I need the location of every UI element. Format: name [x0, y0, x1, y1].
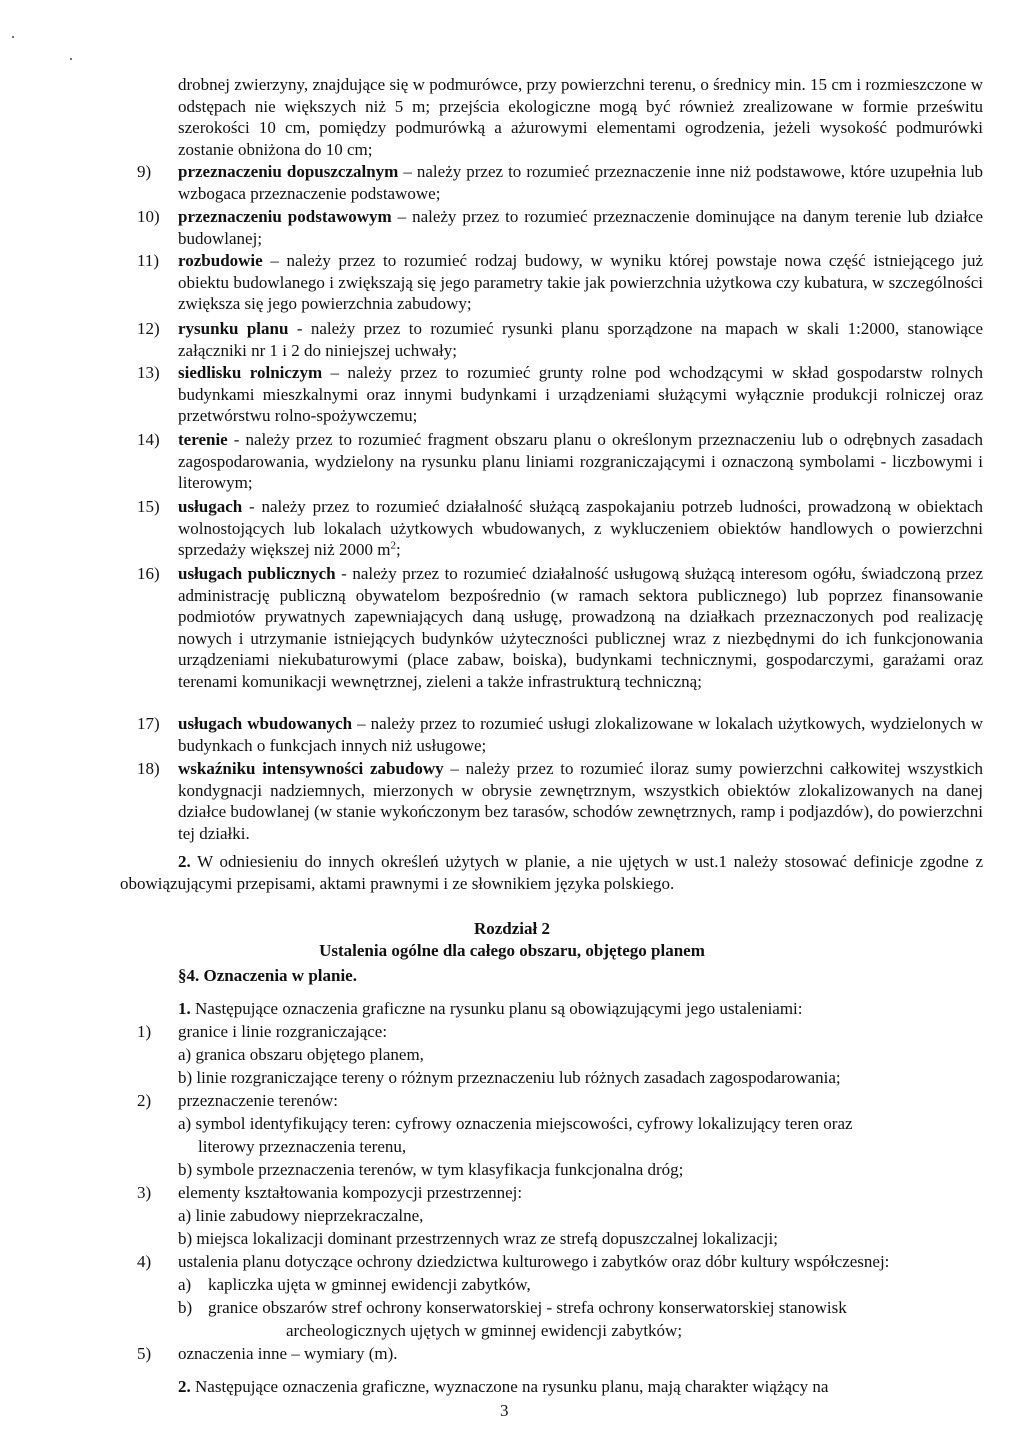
list-subitem: b) miejsca lokalizacji dominant przestrzennych wraz ze strefą dopuszczalnej lokalizacji;: [178, 1229, 778, 1248]
item-number: 14): [137, 430, 160, 449]
list-number: 2): [137, 1091, 152, 1110]
paragraph-number: 1.: [178, 999, 191, 1018]
list-subitem-continuation: literowy przeznaczenia terenu,: [198, 1137, 407, 1156]
section-heading: §4. Oznaczenia w planie.: [178, 966, 357, 985]
item-number: 18): [137, 759, 160, 778]
list-subitem: a) linie zabudowy nieprzekraczalne,: [178, 1206, 424, 1225]
item-number: 17): [137, 714, 160, 733]
intro-paragraph: drobnej zwierzyny, znajdujące się w podmurówce, przy powierzchni terenu, o średnicy min. 15 cm i rozmieszczone w odstępach nie większych niż 5 m; przejścia ekologiczne mogą być również zrealizowane w formie prześwitu szerokości 10 cm, pomiędzy podmurówką a ażurowymi elementami ogrodzenia, jeżeli wysokość podmurówki zostanie obniżona do 10 cm;: [178, 75, 983, 159]
list-item: przeznaczenie terenów:: [178, 1091, 338, 1110]
list-subitem: b) symbole przeznaczenia terenów, w tym klasyfikacja funkcjonalna dróg;: [178, 1160, 684, 1179]
list-number: 1): [137, 1022, 152, 1041]
list-subitem-letter: b): [178, 1298, 193, 1317]
scan-speck: [12, 36, 14, 38]
page-number: 3: [500, 1401, 509, 1420]
item-number: 12): [137, 319, 160, 338]
list-item: ustalenia planu dotyczące ochrony dziedzictwa kulturowego i zabytków oraz dóbr kultury współczesnej:: [178, 1252, 890, 1271]
item-number: 16): [137, 564, 160, 583]
definition-text: - należy przez to rozumieć fragment obszaru planu o określonym przeznaczeniu lub o odrębnych zasadach zagospodarowania, wydzielony na rysunku planu liniami rozgraniczającymi i oznaczoną symbolami - liczbowymi i literowym;: [178, 430, 983, 492]
section-paragraph-1: [178, 998, 803, 1020]
definition-text: - należy przez to rozumieć rysunki planu sporządzone na mapach w skali 1:2000, stanowiące załączniki nr 1 i 2 do niniejszej uchwały;: [178, 319, 983, 360]
item-number: 11): [137, 251, 160, 270]
term: usługach wbudowanych: [178, 714, 353, 733]
list-subitem-letter: a): [178, 1275, 192, 1294]
item-number: 10): [137, 207, 160, 226]
term: terenie: [178, 430, 228, 449]
list-item: granice i linie rozgraniczające:: [178, 1022, 388, 1041]
term: przeznaczeniu podstawowym: [178, 207, 392, 226]
term: rysunku planu: [178, 319, 289, 338]
definition-text: – należy przez to rozumieć przeznaczenie dominujące na danym terenie lub działce budowlanej;: [178, 207, 983, 248]
list-number: 3): [137, 1183, 152, 1202]
superscript: 2: [390, 539, 396, 552]
list-subitem: granice obszarów stref ochrony konserwatorskiej - strefa ochrony konserwatorskiej stanowisk: [208, 1298, 847, 1317]
definition-text: – należy przez to rozumieć przeznaczenie inne niż podstawowe, które uzupełnia lub wzbogaca przeznaczenie podstawowe;: [178, 162, 983, 203]
list-item: oznaczenia inne – wymiary (m).: [178, 1344, 398, 1363]
definition-text: – należy przez to rozumieć grunty rolne pod wchodzącymi w skład gospodarstw rolnych budynkami mieszkalnymi oraz innymi budynkami i urządzeniami służącymi wyłącznie produkcji rolniczej oraz przetwórstwu rolno-spożywczemu;: [178, 363, 983, 425]
paragraph-2: [120, 851, 983, 894]
list-item: elementy kształtowania kompozycji przestrzennej:: [178, 1183, 523, 1202]
scan-speck: [70, 58, 72, 60]
term: usługach publicznych: [178, 564, 336, 583]
term: siedlisku rolniczym: [178, 363, 323, 382]
list-number: 4): [137, 1252, 152, 1271]
term: wskaźniku intensywności zabudowy: [178, 759, 444, 778]
definition-text: – należy przez to rozumieć rodzaj budowy, w wyniku której powstaje nowa część istniejącego już obiektu budowlanego i zwiększają się jego parametry takie jak powierzchnia użytkowa czy kubatura, w szczególności zwiększa się jego powierzchnia zabudowy;: [178, 251, 983, 313]
item-number: 9): [137, 162, 152, 181]
definition-tail: ;: [395, 540, 401, 559]
list-subitem: a) symbol identyfikujący teren: cyfrowy oznaczenia miejscowości, cyfrowy lokalizujący teren oraz: [178, 1114, 853, 1133]
definition-text: – należy przez to rozumieć iloraz sumy powierzchni całkowitej wszystkich kondygnacji nadziemnych, mierzonych w obrysie zewnętrznym, wszystkich obiektów zlokalizowanych na danej działce budowlanej (w stanie wykończonym bez tarasów, schodów zewnętrznych, ramp i podjazdów), do powierzchni tej działki.: [178, 759, 983, 843]
term: rozbudowie: [178, 251, 263, 270]
list-subitem: b) linie rozgraniczające tereny o różnym przeznaczeniu lub różnych zasadach zagospodarowania;: [178, 1068, 841, 1087]
paragraph-number: 2.: [178, 1377, 191, 1396]
definition-text: – należy przez to rozumieć usługi zlokalizowane w lokalach użytkowych, wydzielonych w budynkach o funkcjach innych niż usługowe;: [178, 714, 983, 755]
paragraph-text: W odniesieniu do innych określeń użytych w planie, a nie ujętych w ust.1 należy stosować definicje zgodne z obowiązującymi przepisami, aktami prawnymi i ze słownikiem języka polskiego.: [120, 852, 983, 893]
definition-text: - należy przez to rozumieć działalność usługową służącą interesom ogółu, świadczoną przez administrację publiczną obywatelom bezpośrednio (w ramach sektora publicznego) lub poprzez finansowanie podmiotów prywatnych zapewniających daną usługę, prowadzoną na działkach przeznaczonych pod realizację nowych i utrzymanie istniejących budynków użyteczności publicznej wraz z niezbędnymi do ich funkcjonowania urządzeniami niekubaturowymi (place zabaw, boiska), budynkami technicznymi, gospodarczymi, garażami oraz terenami komunikacji wewnętrznej, zieleni a także infrastrukturą techniczną;: [178, 564, 983, 691]
paragraph-text: Następujące oznaczenia graficzne na rysunku planu są obowiązującymi jego ustaleniami:: [190, 999, 803, 1018]
list-subitem-continuation: archeologicznych ujętych w gminnej ewidencji zabytków;: [286, 1321, 683, 1340]
chapter-subtitle: Ustalenia ogólne dla całego obszaru, objętego planem: [319, 941, 705, 960]
list-subitem: a) granica obszaru objętego planem,: [178, 1045, 424, 1064]
paragraph-number: 2.: [178, 852, 191, 871]
paragraph-text: Następujące oznaczenia graficzne, wyznaczone na rysunku planu, mają charakter wiążący na: [190, 1377, 829, 1396]
list-number: 5): [137, 1344, 152, 1363]
item-number: 13): [137, 363, 160, 382]
section-paragraph-2: [178, 1376, 828, 1398]
definition-text: - należy przez to rozumieć działalność służącą zaspokajaniu potrzeb ludności, prowadzoną w obiektach wolnostojących lub lokalach użytkowych wbudowanych, z wykluczeniem obiektów handlowych o powierzchni sprzedaży większej niż 2000 m: [178, 497, 983, 559]
chapter-title: Rozdział 2: [473, 919, 551, 938]
term: usługach: [178, 497, 243, 516]
term: przeznaczeniu dopuszczalnym: [178, 162, 399, 181]
item-number: 15): [137, 497, 160, 516]
list-subitem: kapliczka ujęta w gminnej ewidencji zabytków,: [208, 1275, 531, 1294]
